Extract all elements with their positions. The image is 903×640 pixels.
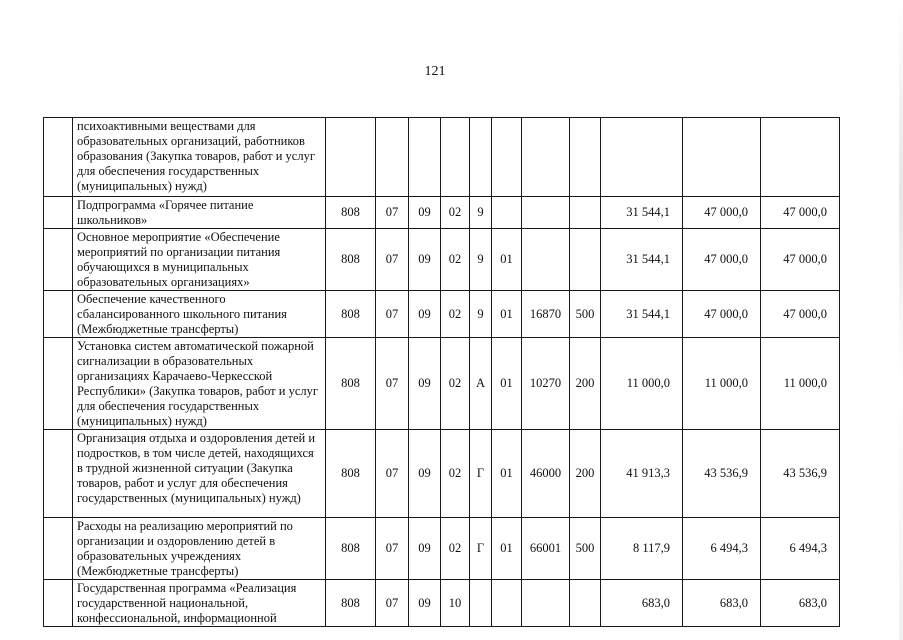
event-cell — [492, 118, 522, 197]
program-cell: 10 — [441, 580, 470, 627]
section-cell: 07 — [376, 229, 409, 291]
event-cell — [492, 580, 522, 627]
table-row — [44, 338, 840, 430]
subsection-cell: 09 — [409, 518, 441, 580]
expense-type-cell — [570, 229, 601, 291]
row-index-cell — [44, 229, 73, 291]
row-name-cell: Расходы на реализацию мероприятий по организации и оздоровлению детей в образовательных учреждениях (Межбюджетные трансферты) — [73, 518, 326, 580]
amount-year-3-cell: 47 000,0 — [761, 229, 840, 291]
amount-year-1-cell: 31 544,1 — [601, 291, 683, 338]
subsection-cell: 09 — [409, 580, 441, 627]
subprogram-cell: Г — [470, 518, 492, 580]
amount-year-3-cell: 11 000,0 — [761, 338, 840, 430]
row-index-cell — [44, 518, 73, 580]
program-cell: 02 — [441, 229, 470, 291]
event-cell: 01 — [492, 430, 522, 518]
amount-year-1-cell: 683,0 — [601, 580, 683, 627]
row-name-cell: Основное мероприятие «Обеспечение мероприятий по организации питания обучающихся в муниципальных образовательных организациях» — [73, 229, 326, 291]
direction-cell: 10270 — [522, 338, 570, 430]
direction-cell — [522, 197, 570, 229]
expense-type-cell: 200 — [570, 338, 601, 430]
row-index-cell — [44, 118, 73, 197]
scan-edge — [899, 0, 903, 640]
amount-year-2-cell: 6 494,3 — [683, 518, 761, 580]
table-row — [44, 118, 840, 197]
ministry-code-cell: 808 — [326, 518, 376, 580]
subprogram-cell: А — [470, 338, 492, 430]
row-index-cell — [44, 291, 73, 338]
subprogram-cell — [470, 118, 492, 197]
ministry-code-cell: 808 — [326, 229, 376, 291]
program-cell — [441, 118, 470, 197]
amount-year-3-cell: 6 494,3 — [761, 518, 840, 580]
amount-year-2-cell: 43 536,9 — [683, 430, 761, 518]
row-name-cell: Установка систем автоматической пожарной сигнализации в образовательных организациях Карачаево-Черкесской Республики» (Закупка товаров, работ и услуг для обеспечения государственных (муниципальных) нужд) — [73, 338, 326, 430]
amount-year-1-cell: 31 544,1 — [601, 229, 683, 291]
subsection-cell: 09 — [409, 197, 441, 229]
subprogram-cell: 9 — [470, 291, 492, 338]
direction-cell — [522, 118, 570, 197]
subprogram-cell: 9 — [470, 229, 492, 291]
ministry-code-cell: 808 — [326, 291, 376, 338]
row-index-cell — [44, 580, 73, 627]
amount-year-2-cell: 11 000,0 — [683, 338, 761, 430]
program-cell: 02 — [441, 518, 470, 580]
direction-cell: 16870 — [522, 291, 570, 338]
direction-cell — [522, 229, 570, 291]
section-cell: 07 — [376, 580, 409, 627]
subprogram-cell: 9 — [470, 197, 492, 229]
expense-type-cell — [570, 197, 601, 229]
expense-type-cell — [570, 580, 601, 627]
subsection-cell — [409, 118, 441, 197]
row-name-cell: Организация отдыха и оздоровления детей и подростков, в том числе детей, находящихся в трудной жизненной ситуации (Закупка товаров, работ и услуг для обеспечения государственных (муниципальных) нужд) — [73, 430, 326, 518]
subprogram-cell: Г — [470, 430, 492, 518]
amount-year-3-cell: 43 536,9 — [761, 430, 840, 518]
ministry-code-cell: 808 — [326, 430, 376, 518]
expense-type-cell: 200 — [570, 430, 601, 518]
row-name-cell: Подпрограмма «Горячее питание школьников» — [73, 197, 326, 229]
amount-year-3-cell: 683,0 — [761, 580, 840, 627]
subsection-cell: 09 — [409, 229, 441, 291]
direction-cell: 66001 — [522, 518, 570, 580]
amount-year-2-cell: 47 000,0 — [683, 291, 761, 338]
event-cell: 01 — [492, 338, 522, 430]
program-cell: 02 — [441, 338, 470, 430]
row-name-cell: психоактивными веществами для образовательных организаций, работников образования (Закупка товаров, работ и услуг для обеспечения государственных (муниципальных) нужд) — [73, 118, 326, 197]
amount-year-2-cell: 683,0 — [683, 580, 761, 627]
direction-cell — [522, 580, 570, 627]
amount-year-1-cell: 8 117,9 — [601, 518, 683, 580]
row-index-cell — [44, 430, 73, 518]
amount-year-1-cell: 11 000,0 — [601, 338, 683, 430]
expense-type-cell: 500 — [570, 518, 601, 580]
program-cell: 02 — [441, 291, 470, 338]
table-row — [44, 430, 840, 518]
row-index-cell — [44, 197, 73, 229]
row-index-cell — [44, 338, 73, 430]
section-cell: 07 — [376, 338, 409, 430]
section-cell: 07 — [376, 197, 409, 229]
section-cell: 07 — [376, 291, 409, 338]
program-cell: 02 — [441, 430, 470, 518]
ministry-code-cell — [326, 118, 376, 197]
amount-year-2-cell: 47 000,0 — [683, 197, 761, 229]
page-number: 121 — [424, 64, 446, 79]
event-cell: 01 — [492, 229, 522, 291]
ministry-code-cell: 808 — [326, 580, 376, 627]
amount-year-3-cell — [761, 118, 840, 197]
section-cell: 07 — [376, 518, 409, 580]
subprogram-cell — [470, 580, 492, 627]
event-cell: 01 — [492, 518, 522, 580]
amount-year-2-cell: 47 000,0 — [683, 229, 761, 291]
table-row — [44, 580, 840, 627]
subsection-cell: 09 — [409, 291, 441, 338]
amount-year-1-cell: 31 544,1 — [601, 197, 683, 229]
subsection-cell: 09 — [409, 430, 441, 518]
subsection-cell: 09 — [409, 338, 441, 430]
event-cell — [492, 197, 522, 229]
expense-type-cell: 500 — [570, 291, 601, 338]
table-row — [44, 518, 840, 580]
ministry-code-cell: 808 — [326, 338, 376, 430]
section-cell — [376, 118, 409, 197]
direction-cell: 46000 — [522, 430, 570, 518]
expense-type-cell — [570, 118, 601, 197]
budget-table — [43, 117, 840, 627]
row-name-cell: Государственная программа «Реализация государственной национальной, конфессиональной, информационной — [73, 580, 326, 627]
event-cell: 01 — [492, 291, 522, 338]
amount-year-1-cell — [601, 118, 683, 197]
section-cell: 07 — [376, 430, 409, 518]
row-name-cell: Обеспечение качественного сбалансированного школьного питания (Межбюджетные трансферты) — [73, 291, 326, 338]
program-cell: 02 — [441, 197, 470, 229]
table-row — [44, 197, 840, 229]
ministry-code-cell: 808 — [326, 197, 376, 229]
amount-year-1-cell: 41 913,3 — [601, 430, 683, 518]
table-row — [44, 291, 840, 338]
amount-year-3-cell: 47 000,0 — [761, 291, 840, 338]
amount-year-2-cell — [683, 118, 761, 197]
amount-year-3-cell: 47 000,0 — [761, 197, 840, 229]
table-row — [44, 229, 840, 291]
